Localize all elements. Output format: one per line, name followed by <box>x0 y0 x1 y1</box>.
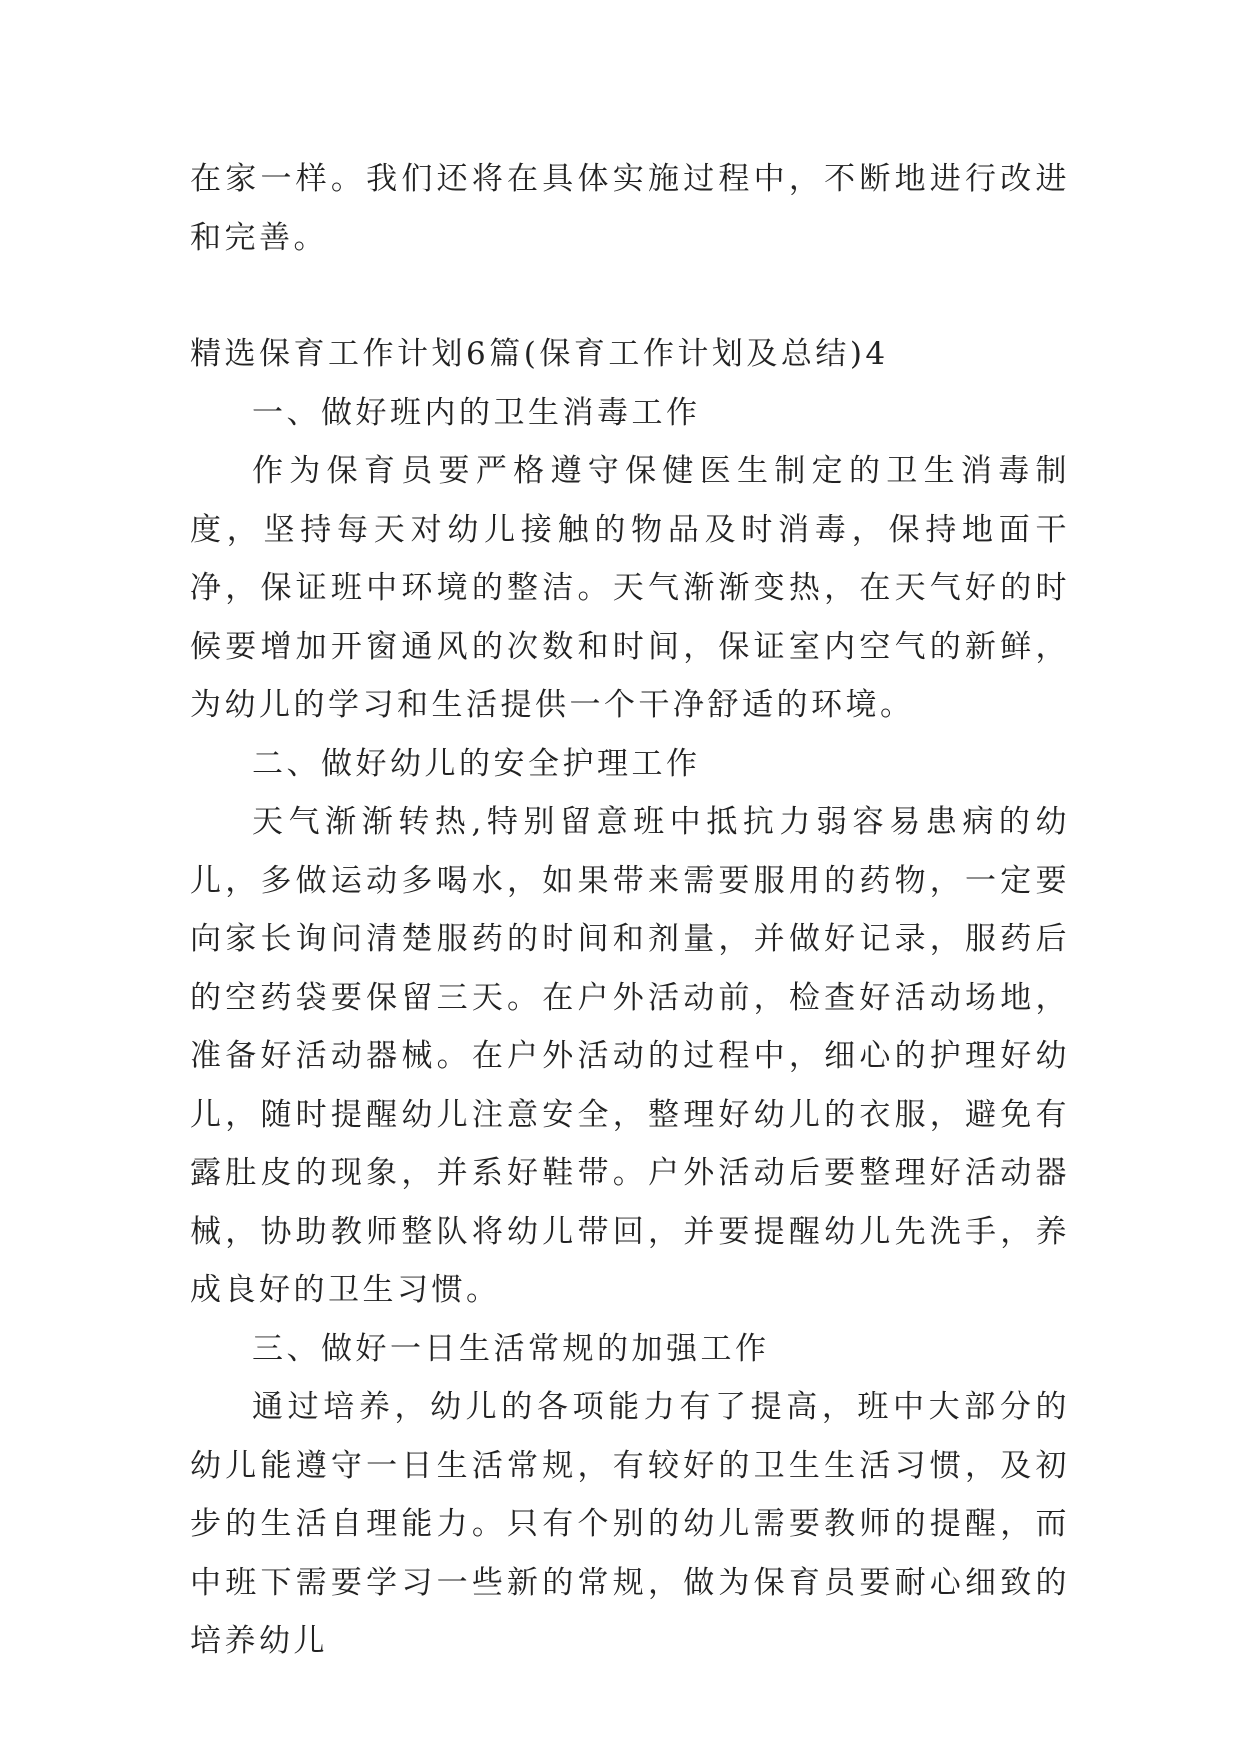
paragraph-hygiene: 作为保育员要严格遵守保健医生制定的卫生消毒制度，坚持每天对幼儿接触的物品及时消毒，保持地面干净，保证班中环境的整洁。天气渐渐变热，在天气好的时候要增加开窗通风的次数和时间，保证室内空气的新鲜，为幼儿的学习和生活提供一个干净舒适的环境。 <box>190 453 1070 723</box>
subheading-routine: 三、做好一日生活常规的加强工作 <box>252 1330 770 1367</box>
paragraph-routine: 通过培养，幼儿的各项能力有了提高，班中大部分的幼儿能遵守一日生活常规，有较好的卫生生活习惯，及初步的生活自理能力。只有个别的幼儿需要教师的提醒，而中班下需要学习一些新的常规，做为保育员要耐心细致的培养幼儿 <box>190 1389 1070 1659</box>
paragraph-gap <box>190 267 1070 325</box>
section-title: 精选保育工作计划6篇(保育工作计划及总结)4 <box>190 336 889 372</box>
continued-paragraph: 在家一样。我们还将在具体实施过程中，不断地进行改进和完善。 <box>190 161 1070 256</box>
subheading-hygiene: 一、做好班内的卫生消毒工作 <box>252 394 701 431</box>
paragraph-safety: 天气渐渐转热,特别留意班中抵抗力弱容易患病的幼儿，多做运动多喝水，如果带来需要服用的药物，一定要向家长询问清楚服药的时间和剂量，并做好记录，服药后的空药袋要保留三天。在户外活动前，检查好活动场地，准备好活动器械。在户外活动的过程中，细心的护理好幼儿，随时提醒幼儿注意安全，整理好幼儿的衣服，避免有露肚皮的现象，并系好鞋带。户外活动后要整理好活动器械，协助教师整队将幼儿带回，并要提醒幼儿先洗手，养成良好的卫生习惯。 <box>190 804 1070 1308</box>
document-body <box>190 150 1070 1671</box>
subheading-safety: 二、做好幼儿的安全护理工作 <box>252 745 701 782</box>
